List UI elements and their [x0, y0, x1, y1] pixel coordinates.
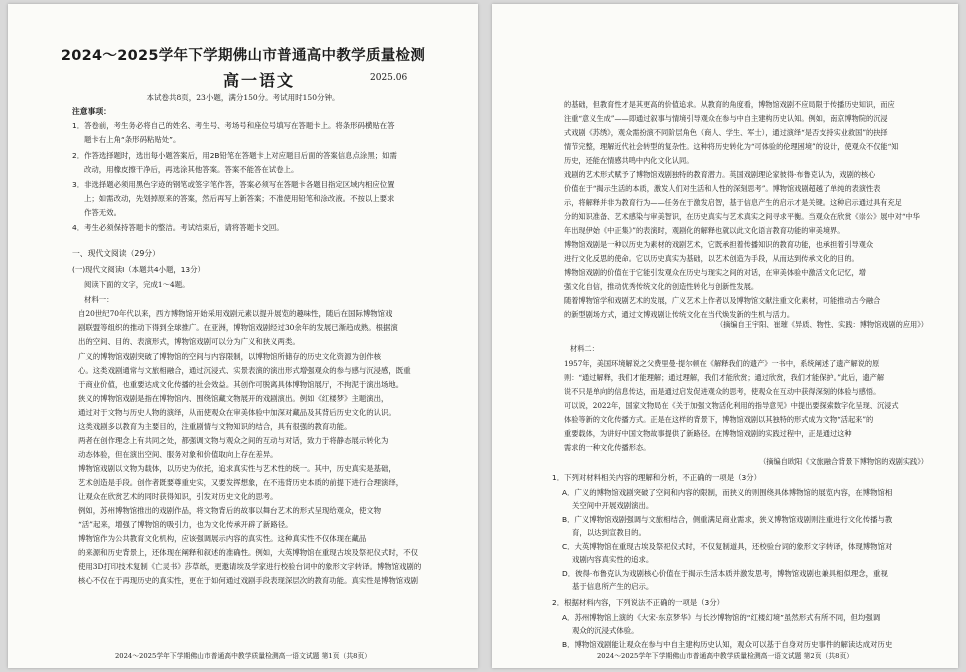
- body-line: 博物馆戏剧的价值在于它能引发观众在历史与现实之间的对话，在审美体验中激活文化记忆，增: [564, 268, 866, 277]
- body-line: “活”起来，增强了博物馆的吸引力，也为文化传承开辟了新路径。: [78, 520, 293, 529]
- body-line: 让观众在欣赏艺术的同时获得知识，引发对历史文化的思考。: [78, 492, 278, 501]
- exam-page-1: [8, 4, 478, 668]
- source-citation: （摘编自欧阳《文旅融合背景下博物馆的戏剧实践》）: [759, 457, 928, 466]
- exam-title: 2024～2025学年下学期佛山市普通高中教学质量检测: [60, 48, 426, 64]
- option-d: D．彼得·布鲁克认为戏剧核心价值在于揭示生活本质并激发思考，博物馆戏剧也兼具相似理念，重视: [562, 569, 888, 578]
- option-b-cont: 育，以达到宣教目的。: [572, 528, 646, 537]
- body-line: 广义的博物馆戏剧突破了博物馆的空间与内容限制，以博物馆所储存的历史文化资源为创作核: [78, 352, 382, 361]
- material-label: 材料一：: [84, 295, 114, 304]
- body-line: 可以说，2022年，国家文物局在《关于加强文物活化利用的指导意见》中提出要探索数字化呈现、沉浸式: [564, 401, 899, 410]
- notice-line: 题卡右上角“条形码粘贴处”。: [84, 135, 181, 144]
- body-line: 需求的一种文化传播形态。: [564, 443, 651, 452]
- exam-page-2: [492, 4, 958, 668]
- question-1: 1．下列对材料相关内容的理解和分析，不正确的一项是（3分）: [552, 473, 761, 482]
- material-label: 材料二：: [570, 344, 599, 353]
- body-line: 则：“通过解释，我们才能理解；通过理解，我们才能欣赏；通过欣赏，我们才能保护。”此后，遗产解: [564, 373, 885, 382]
- notice-heading: 注意事项：: [72, 107, 111, 116]
- option-a: A．广义的博物馆戏剧突破了空间和内容的限制，而狭义的则围绕具体博物馆的展览内容，在博物馆相: [562, 488, 893, 497]
- option-d-cont: 基于信息所产生的启示。: [572, 582, 654, 591]
- body-line: 进行文化反思的使命。它以历史真实为基础，以艺术创造为手段，从而达到传承文化的目的。: [564, 254, 859, 263]
- body-line: 强文化自信，推动优秀传统文化的创造性转化与创新性发展。: [564, 282, 759, 291]
- body-line: 重要载体，为讲好中国文物故事提供了新路径。在博物馆戏剧的实践过程中，正是通过这种: [564, 429, 852, 438]
- body-line: 的基础，但教育性才是其更高的价值追求。从教育的角度看，博物馆戏剧不应局限于传播历史知识，而应: [564, 100, 895, 109]
- body-line: 狭义的博物馆戏剧是指在博物馆内、围绕馆藏文物展开的戏剧演出。例如《红楼梦》主题演出，: [78, 394, 389, 403]
- subject-title: 高一语文: [223, 71, 296, 90]
- option-a-cont: 观众的沉浸式体验。: [572, 626, 639, 635]
- option-a-cont: 关空间中开展戏剧演出。: [572, 501, 654, 510]
- body-line: 的来源和历史背景上，还体现在阐释和叙述的准确性。例如，大英博物馆在重现古埃及祭祀仪式时，不仅: [78, 548, 418, 557]
- body-line: 两者在创作理念上有共同之处，都强调文物与观众之间的互动与对话，致力于将静态展示转化为: [78, 436, 389, 445]
- body-line: 1957年，美国环境解说之父费里曼·提尔顿在《解释我们的遗产》一书中，系统阐述了遗产解说的原: [564, 359, 880, 368]
- notice-line: 2．作答选择题时，选出每小题答案后，用2B铅笔在答题卡上对应题目后面的答案信息点涂黑；如需: [72, 151, 397, 160]
- body-line: 艺术创造是手段。创作者既要尊重史实，又要发挥想象，在不违背历史本质的前提下进行合理演绎，: [78, 478, 404, 487]
- body-line: 历史，还能在情感共鸣中内化文化认同。: [564, 156, 694, 165]
- page-footer: 2024～2025学年下学期佛山市普通高中教学质量检测高一语文试题 第1页（共8页）: [114, 652, 372, 660]
- body-line: 博物馆戏剧是一种以历史为素材的戏剧艺术，它既承担着传播知识的教育功能，也承担着引导观众: [564, 240, 874, 249]
- body-line: 分的知识准备、艺术感染与审美智识，在历史真实与艺术真实之间寻求平衡。当观众在欣赏《崇公》展中对“中华: [564, 212, 920, 221]
- exam-date: 2025.06: [370, 73, 408, 83]
- option-c: C．大英博物馆在重现古埃及祭祀仪式时，不仅复制道具，还校验台词的象形文字转译，体现博物馆对: [562, 542, 893, 551]
- notice-line: 4．考生必须保持答题卡的整洁。考试结束后，请将答题卡交回。: [72, 223, 284, 232]
- body-line: 情节完整，理解近代社会转型的复杂性。这种将历史转化为“可体验的伦理困境”的设计，使观众不仅能“知: [564, 142, 899, 151]
- body-line: 于商业价值，也重要达成文化传播的社会效益。其创作可脱离具体博物馆展厅，不拘泥于演出场地。: [78, 380, 404, 389]
- body-line: 价值在于“揭示生活的本质，激发人们对生活和人性的深刻思考”。博物馆戏剧超越了单纯的表演性表: [564, 184, 881, 193]
- body-line: 核心不仅在于再现历史的真实性，更在于如何通过戏剧手段表现深层次的教育功能。真实性是博物馆戏剧: [78, 576, 418, 585]
- body-line: 注重“意义生成”——即通过叙事与情境引导观众在参与中自主建构历史认知。例如，南京博物院的沉浸: [564, 114, 888, 123]
- body-line: 通过对于文物与历史人物的演绎，从而使观众在审美体验中加深对藏品及其背后历史文化的认识。: [78, 408, 396, 417]
- body-line: 式戏剧《苏绣》，观众需扮演不同阶层角色（商人、学生、军士），通过演绎“是否支持实业救国”的抉择: [564, 128, 888, 137]
- body-line: 心。这类戏剧通常与文旅相融合，通过沉浸式、实景表演的演出形式增强观众的参与感与沉浸感，既重: [78, 366, 411, 375]
- question-2: 2．根据材料内容，下列说法不正确的一项是（3分）: [552, 598, 725, 607]
- option-c-cont: 戏剧内容真实性的追求。: [572, 555, 654, 564]
- body-line: 年出现伊始《中正集》”的表演时，观剧化的解释也就以此文化语言教育功能的审美境界。: [564, 226, 845, 235]
- body-line: 随着博物馆学和戏剧艺术的发展，广义艺术上作者以及博物馆文献注重文化素材，可能推动古今融合: [564, 296, 881, 305]
- body-line: 体验等新的文化传播方式。正是在这样的背景下，博物馆戏剧以其独特的形式成为文物“活起来”的: [564, 415, 874, 424]
- body-line: 戏剧的艺术形式赋予了博物馆戏剧独特的教育潜力。英国戏剧理论家彼得·布鲁克认为，戏剧的核心: [564, 170, 876, 179]
- body-line: 使用3D打印技术复制《亡灵书》莎草纸，更邀请埃及学家进行校验台词中的象形文字转译。博物馆戏剧的: [78, 562, 422, 571]
- notice-line: 作答无效。: [84, 208, 121, 217]
- section-heading: 一、现代文阅读（29分）: [72, 249, 160, 258]
- notice-line: 3．非选择题必须用黑色字迹的钢笔或签字笔作答，答案必须写在答题卡各题目指定区域内相应位置: [72, 180, 395, 189]
- subsection-heading: (一)现代文阅读Ⅰ（本题共4小题，13分）: [72, 265, 205, 274]
- body-line: 博物馆戏剧以文物为载体，以历史为依托，追求真实性与艺术性的统一。其中，历史真实是基础，: [78, 464, 396, 473]
- body-line: 动态体验，但在演出空间、服务对象和价值取向上存在差异。: [78, 450, 278, 459]
- body-line: 博物馆作为公共教育文化机构，应该强调展示内容的真实性。这种真实性不仅体现在藏品: [78, 534, 367, 543]
- body-line: 例如，苏州博物馆推出的戏剧作品，将文物背后的故事以舞台艺术的形式呈现给观众，使文物: [78, 506, 382, 515]
- option-a: A．苏州博物馆上演的《大宋·东京梦华》与长沙博物馆的“红楼幻境”虽然形式有所不同，但均强调: [562, 613, 881, 622]
- page-footer: 2024～2025学年下学期佛山市普通高中教学质量检测高一语文试题 第2页（共8页）: [596, 652, 854, 660]
- instruction: 阅读下面的文字，完成1～4题。: [84, 280, 190, 289]
- notice-line: 1．答卷前，考生务必将自己的姓名、考生号、考场号和座位号填写在答题卡上。将条形码横贴在答: [72, 121, 395, 130]
- body-line: 示，将解释并非为教育行为——任务在于激发启智，基于信息产生的启示才是关键。这种启示通过具有充足: [564, 198, 902, 207]
- notice-line: 上；如需改动，先划掉原来的答案，然后再写上新答案；不准使用铅笔和涂改液。不按以上要求: [84, 194, 395, 203]
- exam-info: 本试卷共8页，23小题，满分150分。考试用时150分钟。: [146, 93, 340, 102]
- body-line: 剧联盟等组织的推动下得到全球推广。在亚洲，博物馆戏剧经过30余年的发展已渐趋成熟。根据演: [78, 323, 398, 332]
- notice-line: 改动，用橡皮擦干净后，再选涂其他答案。答案不能答在试卷上。: [84, 165, 299, 174]
- source-citation: （摘编自王宇阳、崔璀《异质、物性、实践：博物馆戏剧的应用》）: [715, 320, 928, 329]
- body-line: 说不只是单向的信息传达，而是通过启发促进观众的思考，使观众在互动中获得深刻的体验与感悟。: [564, 387, 881, 396]
- body-line: 自20世纪70年代以来，西方博物馆开始采用戏剧元素以提升展览的趣味性，随后在国际博物馆戏: [78, 309, 393, 318]
- body-line: 出的空间、目的、表演形式，博物馆戏剧可以分为广义和狭义两类。: [78, 337, 300, 346]
- option-b: B．博物馆戏剧能让观众在参与中自主建构历史认知，观众可以基于自身对历史事件的解读达成对历史: [562, 640, 893, 649]
- option-b: B．广义博物馆戏剧强调与文旅相结合，侧重满足商业需求，狭义博物馆戏剧则注重进行文化传播与教: [562, 515, 893, 524]
- body-line: 的新型剧场方式，通过文博戏剧让传统文化在当代焕发新的生机与活力。: [564, 310, 795, 319]
- body-line: 这类戏剧多以教育为主要目的，注重剧情与文物知识的结合，具有很强的教育功能。: [78, 422, 352, 431]
